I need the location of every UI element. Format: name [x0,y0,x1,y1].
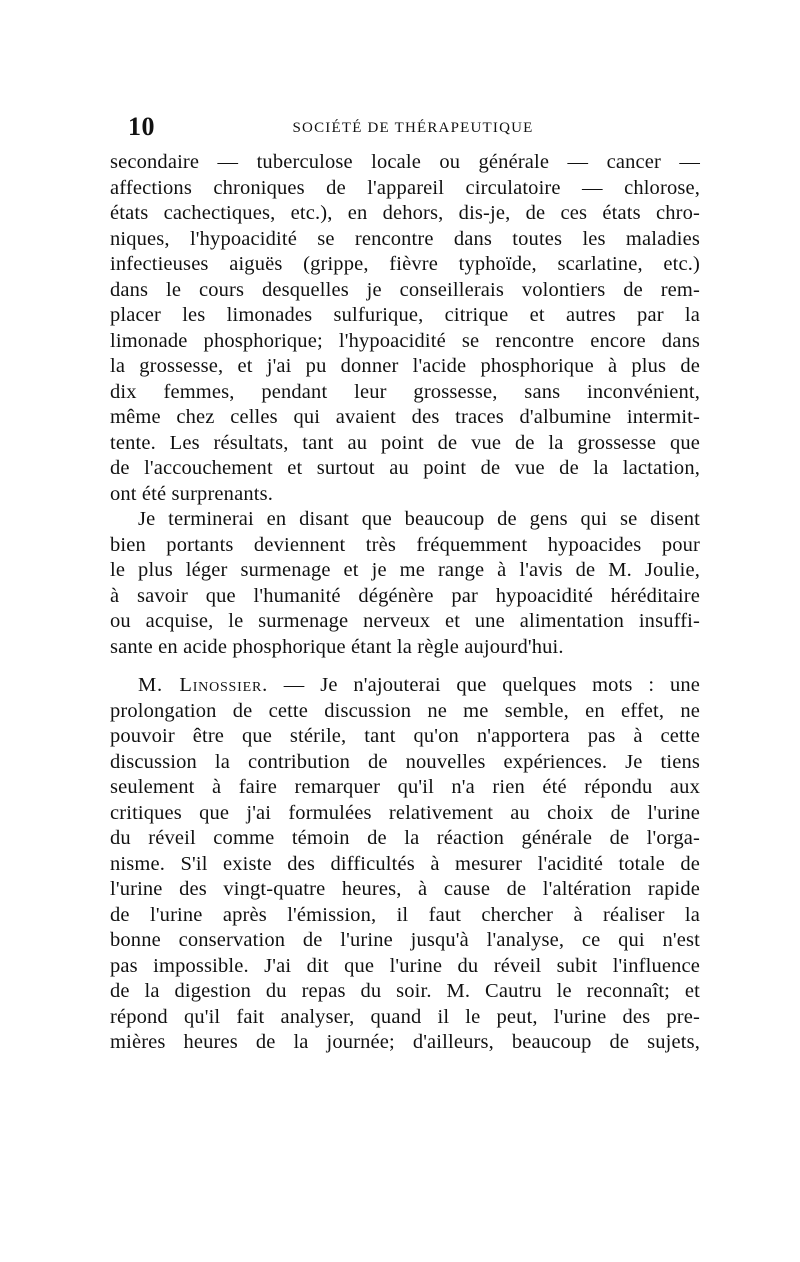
text-line: même chez celles qui avaient des traces d'albumine intermit- [110,406,700,428]
body-text [110,150,700,1056]
text-line: l'urine des vingt-quatre heures, à cause de l'altération rapide [110,878,700,900]
text-line: placer les limonades sulfurique, citrique et autres par la [110,304,700,326]
paragraph-3 [110,673,700,1056]
text-line: affections chroniques de l'appareil circulatoire — chlorose, [110,176,700,199]
text-line [110,673,700,699]
text-line: sante en acide phosphorique étant la règle aujourd'hui. [110,635,564,658]
text-line: ou acquise, le surmenage nerveux et une alimentation insuffi- [110,610,700,632]
page-header [128,112,698,144]
text-line: pas impossible. J'ai dit que l'urine du réveil subit l'influence [110,954,700,977]
text-line: niques, l'hypoacidité se rencontre dans toutes les maladies [110,227,700,250]
text-line: nisme. S'il existe des difficultés à mesurer l'acidité totale de [110,852,700,875]
text-line: dans le cours desquelles je conseillerais volontiers de rem- [110,278,700,301]
text-line: de l'urine après l'émission, il faut chercher à réaliser la [110,903,700,926]
text-line: seulement à faire remarquer qu'il n'a rien été répondu aux [110,776,700,798]
page-number: 10 [128,112,155,141]
paragraph-1 [110,150,700,507]
text-line: répond qu'il fait analyser, quand il le peut, l'urine des pre- [110,1005,700,1028]
text-line: discussion la contribution de nouvelles expériences. Je tiens [110,750,700,773]
text-line: bien portants deviennent très fréquemment hypoacides pour [110,533,700,556]
paragraph-2 [110,507,700,660]
text-line: du réveil comme témoin de la réaction générale de l'orga- [110,827,700,849]
text-line: critiques que j'ai formulées relativement au choix de l'urine [110,801,700,824]
text-line: pouvoir être que stérile, tant qu'on n'apportera pas à cette [110,725,700,747]
text-line: tente. Les résultats, tant au point de vue de la grossesse que [110,431,700,454]
text-line: bonne conservation de l'urine jusqu'à l'analyse, ce qui n'est [110,929,700,951]
text-line: ont été surprenants. [110,482,273,505]
text-line: de l'accouchement et surtout au point de vue de la lactation, [110,457,700,479]
paragraph-gap [110,660,700,673]
speaker-name: M. Linossier. [138,674,269,696]
text-line: infectieuses aiguës (grippe, fièvre typhoïde, scarlatine, etc.) [110,253,700,275]
text-line: la grossesse, et j'ai pu donner l'acide phosphorique à plus de [110,355,700,377]
text-line: Je terminerai en disant que beaucoup de gens qui se disent [138,508,700,530]
running-head: SOCIÉTÉ DE THÉRAPEUTIQUE [292,120,534,136]
text-line: mières heures de la journée; d'ailleurs, beaucoup de sujets, [110,1031,700,1053]
text-line: de la digestion du repas du soir. M. Cautru le reconnaît; et [110,980,700,1002]
text-line: secondaire — tuberculose locale ou générale — cancer — [110,151,700,173]
text-line: états cachectiques, etc.), en dehors, dis-je, de ces états chro- [110,202,700,224]
text-line: limonade phosphorique; l'hypoacidité se rencontre encore dans [110,329,700,352]
text-line: à savoir que l'humanité dégénère par hypoacidité héréditaire [110,584,700,607]
text-line: dix femmes, pendant leur grossesse, sans inconvénient, [110,380,700,403]
speaker-line-text: — Je n'ajouterai que quelques mots : une [268,674,700,696]
text-line: prolongation de cette discussion ne me semble, en effet, ne [110,699,700,722]
text-line: le plus léger surmenage et je me range à l'avis de M. Joulie, [110,559,700,581]
